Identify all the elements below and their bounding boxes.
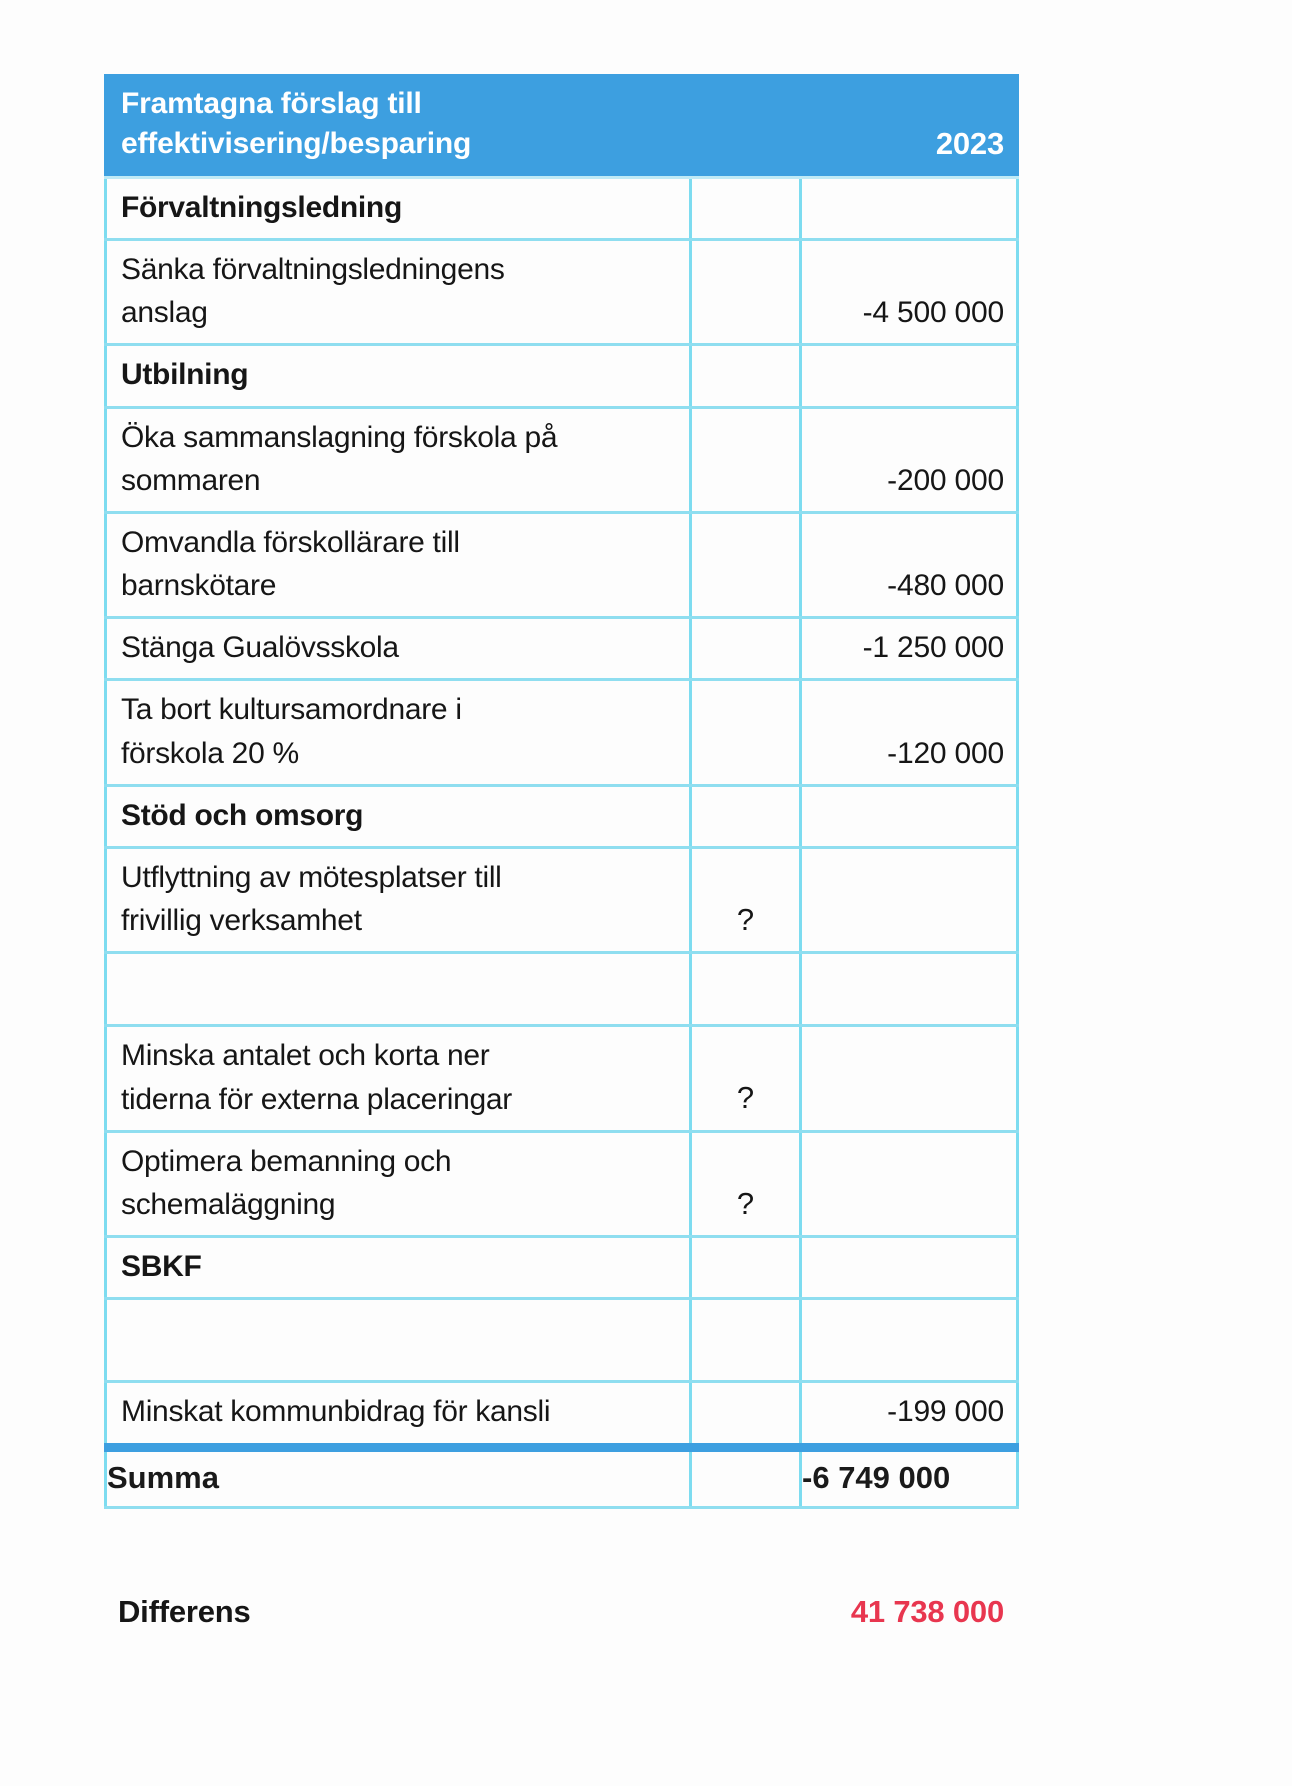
spacer-label-cell (106, 1299, 691, 1382)
row-value-cell: -120 000 (801, 680, 1018, 785)
table-row (106, 618, 1018, 680)
row-label (106, 407, 691, 512)
table-row (106, 1131, 1018, 1236)
row-label (106, 512, 691, 617)
row-mid-cell (691, 618, 801, 680)
table-title-line-2: effektivisering/besparing (121, 126, 472, 160)
column-header-year: 2023 (801, 74, 1018, 177)
row-label (106, 680, 691, 785)
table-row (106, 1382, 1018, 1447)
row-label-line-2: förskola 20 % (121, 736, 299, 770)
section-value-cell (801, 345, 1018, 407)
row-mid-cell-unknown: ? (691, 1131, 801, 1236)
row-label-line-2: sommaren (121, 463, 261, 497)
row-label-line-2: schemaläggning (121, 1187, 336, 1221)
row-label: Minskat kommunbidrag för kansli (106, 1382, 691, 1447)
section-header-row (106, 177, 1018, 239)
table-row (106, 239, 1018, 344)
row-label-line-1: Optimera bemanning och (121, 1144, 452, 1178)
row-label (106, 1131, 691, 1236)
row-value-cell: -480 000 (801, 512, 1018, 617)
row-value-cell (801, 1026, 1018, 1131)
section-mid-cell (691, 1237, 801, 1299)
row-label-line-1: Öka sammanslagning förskola på (121, 420, 558, 454)
section-header-row (106, 345, 1018, 407)
row-label-line-2: anslag (121, 296, 208, 330)
row-mid-cell (691, 407, 801, 512)
differens-value: 41 738 000 (850, 1594, 1004, 1629)
spacer-mid-cell (691, 1299, 801, 1382)
section-value-cell (801, 1237, 1018, 1299)
section-value-cell (801, 785, 1018, 847)
spacer-mid-cell (691, 953, 801, 1026)
row-mid-cell-unknown: ? (691, 848, 801, 953)
row-label (106, 239, 691, 344)
row-label (106, 1026, 691, 1131)
section-label: Utbilning (106, 345, 691, 407)
spacer-value-cell (801, 1299, 1018, 1382)
savings-proposals-table (104, 74, 1019, 1509)
section-mid-cell (691, 785, 801, 847)
table-title-line-1: Framtagna förslag till (121, 87, 422, 120)
total-value: -6 749 000 (801, 1447, 1018, 1507)
section-mid-cell (691, 345, 801, 407)
section-label: SBKF (106, 1237, 691, 1299)
row-label: Stänga Gualövsskola (106, 618, 691, 680)
row-label-line-1: Minska antalet och korta ner (121, 1039, 490, 1073)
table-header-row (106, 74, 1018, 177)
spacer-label-cell (106, 953, 691, 1026)
table-row (106, 848, 1018, 953)
section-header-row (106, 785, 1018, 847)
total-mid-cell (691, 1447, 801, 1507)
row-label-line-1: Ta bort kultursamordnare i (121, 693, 462, 727)
section-mid-cell (691, 177, 801, 239)
section-label: Stöd och omsorg (106, 785, 691, 847)
row-mid-cell (691, 680, 801, 785)
row-value-cell (801, 1131, 1018, 1236)
table-spacer-row (106, 1299, 1018, 1382)
section-value-cell (801, 177, 1018, 239)
table-row (106, 407, 1018, 512)
row-label-line-1: Utflyttning av mötesplatser till (121, 861, 502, 895)
row-label-line-2: frivillig verksamhet (121, 904, 362, 938)
section-label: Förvaltningsledning (106, 177, 691, 239)
differens-label: Differens (118, 1594, 251, 1629)
row-value-cell: -199 000 (801, 1382, 1018, 1447)
table-spacer-row (106, 953, 1018, 1026)
row-mid-cell (691, 1382, 801, 1447)
row-mid-cell (691, 512, 801, 617)
row-label-line-1: Sänka förvaltningsledningens (121, 252, 505, 286)
row-value-cell: -4 500 000 (801, 239, 1018, 344)
row-label-line-2: tiderna för externa placeringar (121, 1082, 512, 1116)
row-value-cell: -1 250 000 (801, 618, 1018, 680)
total-row (106, 1447, 1018, 1507)
total-label: Summa (106, 1447, 691, 1507)
row-label-line-1: Omvandla förskollärare till (121, 525, 460, 559)
row-value-cell: -200 000 (801, 407, 1018, 512)
savings-proposals-table-container (104, 74, 1016, 1509)
table-row (106, 1026, 1018, 1131)
row-label (106, 848, 691, 953)
row-mid-cell (691, 239, 801, 344)
spacer-value-cell (801, 953, 1018, 1026)
row-value-cell (801, 848, 1018, 953)
section-header-row (106, 1237, 1018, 1299)
table-title-cell (106, 74, 801, 177)
table-row (106, 680, 1018, 785)
row-mid-cell-unknown: ? (691, 1026, 801, 1131)
table-row (106, 512, 1018, 617)
row-label-line-2: barnskötare (121, 569, 277, 603)
differens-row (104, 1594, 1016, 1630)
